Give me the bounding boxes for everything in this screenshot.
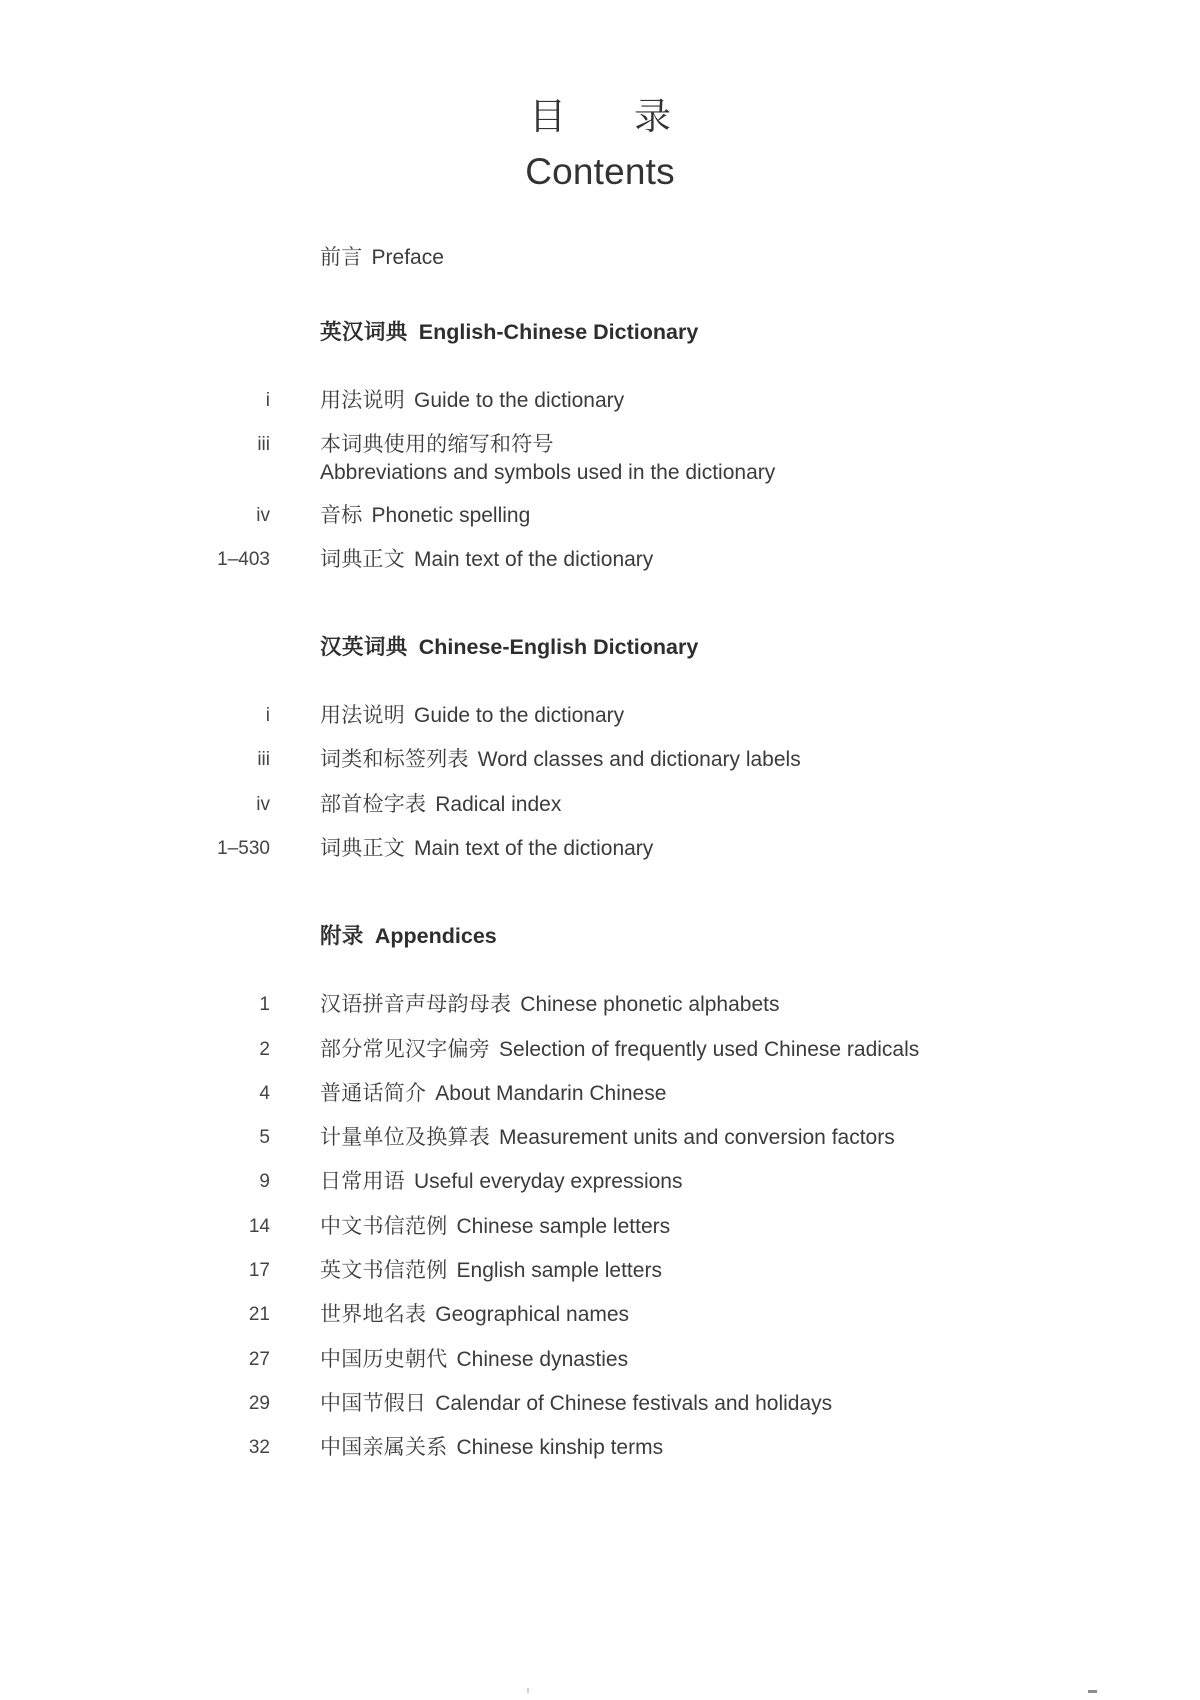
entry-label-english: Chinese sample letters (456, 1214, 671, 1238)
entry-label-english: Guide to the dictionary (414, 388, 625, 412)
entry-label-english: Chinese kinship terms (456, 1436, 664, 1460)
entry-label-english: Useful everyday expressions (414, 1170, 683, 1194)
entry-label-chinese: 计量单位及换算表 (320, 1126, 491, 1150)
section-heading-appendices (0, 923, 1200, 951)
toc-entry[interactable] (0, 1213, 1200, 1240)
page-number: 32 (248, 1437, 270, 1459)
heading-page-number (0, 319, 270, 321)
section-spacer (0, 879, 1200, 923)
entry-label (270, 791, 1200, 818)
entry-label-chinese: 词类和标签列表 (320, 748, 469, 772)
entry-label-english: Calendar of Chinese festivals and holidays (435, 1391, 833, 1415)
entry-label-english: Abbreviations and symbols used in the dictionary (320, 461, 776, 485)
page-number: i (265, 389, 270, 411)
toc-entry[interactable] (0, 502, 1200, 529)
toc-entry[interactable] (0, 1257, 1200, 1284)
section-spacer (0, 590, 1200, 634)
toc-entry[interactable] (0, 1124, 1200, 1151)
entry-label-english: Guide to the dictionary (414, 704, 625, 728)
entry-label-english: Measurement units and conversion factors (499, 1126, 895, 1150)
heading-spacer (0, 951, 1200, 991)
page-number: 29 (248, 1392, 270, 1414)
entry-label-english: About Mandarin Chinese (435, 1081, 667, 1105)
heading-english: English-Chinese Dictionary (418, 319, 699, 344)
page-number: 1–403 (217, 548, 270, 570)
page-number: 17 (248, 1260, 270, 1282)
entry-label (270, 1124, 1200, 1151)
entry-label (270, 1346, 1200, 1373)
entry-label (270, 431, 1200, 487)
entry-label (270, 702, 1200, 729)
entry-label-chinese: 中国历史朝代 (320, 1347, 448, 1371)
heading-spacer (0, 662, 1200, 702)
entry-label-chinese: 前言 (320, 246, 363, 270)
page-number: iii (257, 434, 270, 456)
heading-label (270, 319, 1200, 347)
entry-label (270, 546, 1200, 573)
heading-label (270, 923, 1200, 951)
scan-artifact (1088, 1690, 1097, 1693)
entry-label-english: Chinese dynasties (456, 1347, 629, 1371)
entry-label-english: Phonetic spelling (371, 503, 531, 527)
entry-label-chinese: 本词典使用的缩写和符号 (320, 433, 554, 457)
heading-chinese: 英汉词典 (320, 319, 408, 344)
page-number: 14 (248, 1215, 270, 1237)
toc-entry[interactable] (0, 1390, 1200, 1417)
entry-label (270, 1036, 1200, 1063)
entry-label-chinese: 音标 (320, 503, 363, 527)
entry-label (270, 1390, 1200, 1417)
heading-english: Chinese-English Dictionary (418, 635, 699, 660)
entry-label-english: Main text of the dictionary (414, 837, 654, 861)
page-number: 2 (259, 1038, 270, 1060)
page-number: 5 (259, 1127, 270, 1149)
page-title-english: Contents (525, 150, 675, 192)
entry-label-chinese: 词典正文 (320, 837, 406, 861)
toc-entry[interactable] (0, 1168, 1200, 1195)
toc-entry[interactable] (0, 702, 1200, 729)
heading-english: Appendices (374, 924, 497, 949)
section-heading-chinese-english (0, 634, 1200, 662)
section-spacer (0, 272, 1200, 319)
entry-label-chinese: 汉语拼音声母韵母表 (320, 993, 512, 1017)
toc-entry[interactable] (0, 546, 1200, 573)
toc-entry[interactable] (0, 791, 1200, 818)
entry-label-chinese: 词典正文 (320, 547, 406, 571)
heading-label (270, 634, 1200, 662)
page-number: iii (257, 749, 270, 771)
toc-entry[interactable] (0, 1301, 1200, 1328)
scan-artifact (527, 1688, 529, 1693)
toc-entry[interactable] (0, 431, 1200, 487)
entry-label-english: Preface (371, 246, 444, 270)
page-number: 27 (248, 1348, 270, 1370)
entry-label-chinese: 日常用语 (320, 1170, 406, 1194)
heading-page-number (0, 923, 270, 925)
entry-label-english: Word classes and dictionary labels (477, 748, 801, 772)
page-number: iv (256, 793, 270, 815)
entry-label (270, 746, 1200, 773)
entry-label-english: Geographical names (435, 1303, 630, 1327)
entry-label-english: English sample letters (456, 1259, 662, 1283)
entry-label-chinese: 世界地名表 (320, 1303, 427, 1327)
toc-entry[interactable] (0, 1080, 1200, 1107)
heading-chinese: 汉英词典 (320, 635, 408, 660)
entry-label-chinese: 中国亲属关系 (320, 1436, 448, 1460)
entry-label-english: Chinese phonetic alphabets (520, 993, 780, 1017)
entry-label-chinese: 英文书信范例 (320, 1259, 448, 1283)
table-of-contents (0, 244, 1200, 1461)
entry-label (270, 991, 1200, 1018)
entry-label-chinese: 用法说明 (320, 388, 406, 412)
toc-entry-preface[interactable] (0, 244, 1200, 271)
toc-entry[interactable] (0, 991, 1200, 1018)
page-number: i (265, 705, 270, 727)
entry-label (270, 1080, 1200, 1107)
entry-label (270, 1213, 1200, 1240)
entry-label (270, 502, 1200, 529)
page-number: 21 (248, 1304, 270, 1326)
entry-label (270, 1168, 1200, 1195)
entry-label (270, 387, 1200, 414)
page-number: 1 (259, 994, 270, 1016)
entry-label-chinese: 中文书信范例 (320, 1214, 448, 1238)
toc-entry[interactable] (0, 1346, 1200, 1373)
page-number: 4 (259, 1082, 270, 1104)
entry-label (270, 1301, 1200, 1328)
section-heading-english-chinese (0, 319, 1200, 347)
entry-label-chinese: 中国节假日 (320, 1391, 427, 1415)
toc-entry[interactable] (0, 746, 1200, 773)
toc-entry[interactable] (0, 1036, 1200, 1063)
toc-entry[interactable] (0, 835, 1200, 862)
page-number: 9 (259, 1171, 270, 1193)
entry-label-english: Selection of frequently used Chinese radicals (499, 1037, 920, 1061)
entry-label-chinese: 部分常见汉字偏旁 (320, 1037, 491, 1061)
entry-label-chinese: 普通话简介 (320, 1081, 427, 1105)
page-title-chinese: 目 录 (528, 96, 687, 137)
heading-chinese: 附录 (320, 924, 364, 949)
heading-page-number (0, 634, 270, 636)
page-number (0, 244, 270, 246)
entry-label-chinese: 用法说明 (320, 704, 406, 728)
heading-spacer (0, 347, 1200, 387)
toc-entry[interactable] (0, 387, 1200, 414)
page-number: iv (256, 504, 270, 526)
entry-label-english: Main text of the dictionary (414, 547, 654, 571)
page-number: 1–530 (217, 838, 270, 860)
toc-entry[interactable] (0, 1434, 1200, 1461)
entry-label (270, 835, 1200, 862)
entry-label-chinese: 部首检字表 (320, 792, 427, 816)
entry-label (270, 244, 1200, 271)
entry-label (270, 1257, 1200, 1284)
entry-label-english: Radical index (435, 792, 562, 816)
entry-label (270, 1434, 1200, 1461)
page-title-block (0, 0, 1200, 196)
